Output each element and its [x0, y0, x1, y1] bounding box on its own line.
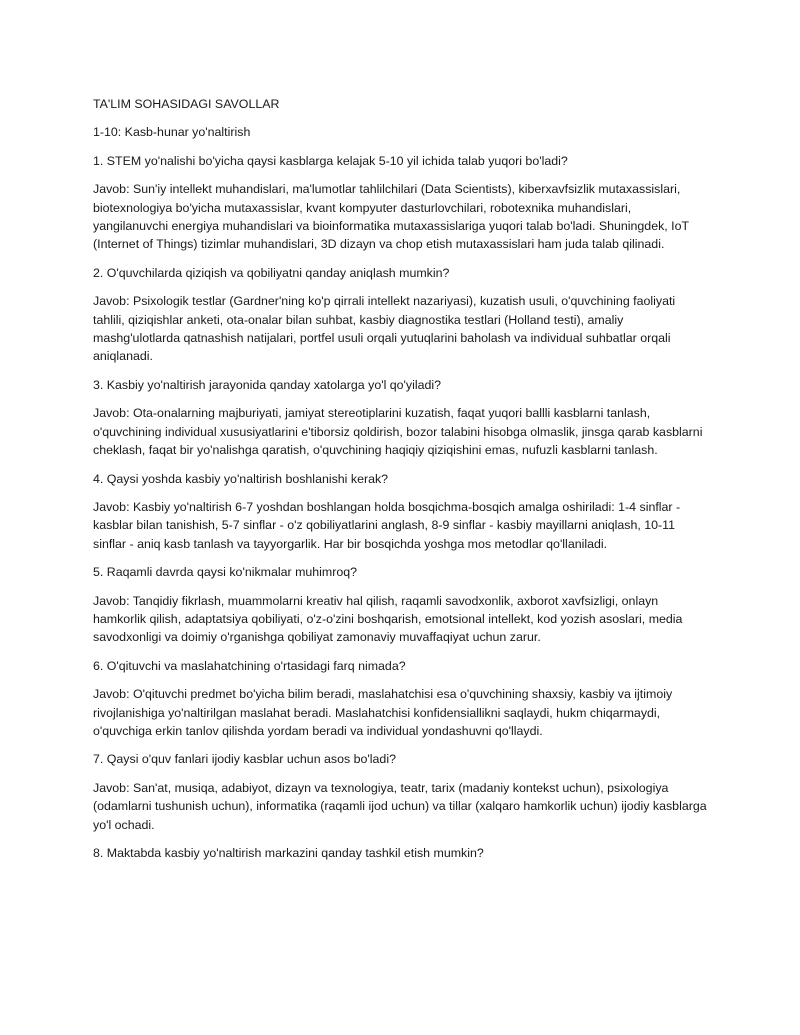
question-8: 8. Maktabda kasbiy yo'naltirish markazini qanday tashkil etish mumkin? — [93, 846, 484, 860]
question-4: 4. Qaysi yoshda kasbiy yo'naltirish boshlanishi kerak? — [93, 471, 389, 486]
document-page — [93, 95, 707, 872]
answer-7: Javob: San'at, musiqa, adabiyot, dizayn va texnologiya, teatr, tarix (madaniy kontekst uchun), psixologiya (odamlarni tushunish uchun), informatika (raqamli ijod uchun) va tillar (xalqaro hamkorlik uchun) ijodiy kasblarga yo'l ochadi. — [93, 780, 707, 832]
question-5: 5. Raqamli davrda qaysi ko'nikmalar muhimroq? — [93, 565, 358, 580]
section-heading: 1-10: Kasb-hunar yo'naltirish — [93, 125, 251, 140]
answer-5: Javob: Tanqidiy fikrlash, muammolarni kreativ hal qilish, raqamli savodxonlik, axborot xavfsizligi, onlayn hamkorlik qilish, adaptatsiya qobiliyati, o'z-o'zini boshqarish, emotsional intellekt, kod yozish asoslari, media savodxonligi va doimiy o'rganishga qobiliyat zamonaviy muvaffaqiyat uchun zarur. — [93, 593, 683, 645]
document-title: TA'LIM SOHASIDAGI SAVOLLAR — [93, 97, 280, 111]
answer-4: Javob: Kasbiy yo'naltirish 6-7 yoshdan boshlangan holda bosqichma-bosqich amalga oshiriladi: 1-4 sinflar - kasblar bilan tanishish, 5-7 sinflar - o'z qobiliyatlarini anglash, 8-9 sinflar - kasbiy mayillarni aniqlash, 10-11 sinflar - aniq kasb tanlash va tayyorgarlik. Har bir bosqichda yoshga mos metodlar qo'llaniladi. — [93, 499, 681, 551]
answer-6: Javob: O'qituvchi predmet bo'yicha bilim beradi, maslahatchisi esa o'quvchining shaxsiy, kasbiy va ijtimoiy rivojlanishiga yo'naltirilgan maslahat beradi. Maslahatchisi konfidensiallikni saqlaydi, hukm chiqarmaydi, o'quvchiga erkin tanlov qilishda yordam beradi va individual yondashuvni qo'llaydi. — [93, 687, 673, 738]
question-7: 7. Qaysi o'quv fanlari ijodiy kasblar uchun asos bo'ladi? — [93, 752, 396, 767]
answer-2: Javob: Psixologik testlar (Gardner'ning ko'p qirrali intellekt nazariyasi), kuzatish usuli, o'quvchining faoliyati tahlili, qiziqishlar anketi, ota-onalar bilan suhbat, kasbiy diagnostika testlari (Holland testi), amaliy mashg'ulotlarda qatnashish natijalari, portfel usuli orqali yutuqlarini baholash va individual suhbatlar orqali aniqlanadi. — [93, 294, 676, 364]
answer-1: Javob: Sun'iy intellekt muhandislari, ma'lumotlar tahlilchilari (Data Scientists), kiberxavfsizlik mutaxassislari, biotexnologiya bo'yicha mutaxassislar, kvant kompyuter dasturlovchilari, robotexnika muhandislari, yangilanuvchi energiya muhandislari va bioinformatika mutaxassislariga yuqori talab bo'ladi. Shuningdek, IoT (Internet of Things) tizimlar muhandislari, 3D dizayn va chop etish mutaxassislari ham juda talab qilinadi. — [93, 182, 689, 252]
question-3: 3. Kasbiy yo'naltirish jarayonida qanday xatolarga yo'l qo'yiladi? — [93, 377, 442, 392]
question-2: 2. O'quvchilarda qiziqish va qobiliyatni qanday aniqlash mumkin? — [93, 265, 450, 280]
question-6: 6. O'qituvchi va maslahatchining o'rtasidagi farq nimada? — [93, 658, 406, 673]
question-1: 1. STEM yo'nalishi bo'yicha qaysi kasblarga kelajak 5-10 yil ichida talab yuqori bo'ladi? — [93, 153, 568, 168]
answer-3: Javob: Ota-onalarning majburiyati, jamiyat stereotiplarini kuzatish, faqat yuqori ballli kasblarni tanlash, o'quvchining individual xususiyatlarini e'tiborsiz qoldirish, bozor talabini hisobga olmaslik, jinsga qarab kasblarni cheklash, faqat bir yo'nalishga qaratish, o'quvchining haqiqiy qiziqishini emas, nufuzli kasblarni tanlash. — [93, 406, 703, 458]
